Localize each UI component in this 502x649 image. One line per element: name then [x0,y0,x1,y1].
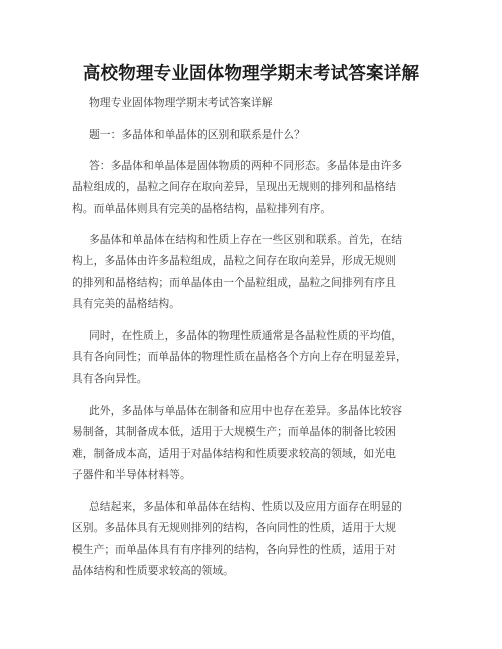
text-line: 构。而单晶体则具有完美的晶格结构，晶粒排列有序。 [72,201,332,215]
body-paragraph [72,229,440,314]
text-line: 构上，多晶体由许多晶粒组成，晶粒之间存在取向差异，形成无规则 [72,254,396,268]
answer-paragraph [72,155,440,219]
text-line: 子器件和半导体材料等。 [72,467,191,481]
text-line: 答：多晶体和单晶体是固体物质的两种不同形态。多晶体是由许多 [89,159,403,172]
text-line: 具有各向同性；而单晶体的物理性质在晶格各个方向上存在明显差异， [72,350,407,364]
text-line: 区别。多晶体具有无规则排列的结构，各向同性的性质，适用于大规 [72,521,396,535]
question-paragraph [72,124,440,145]
document-title: 高校物理专业固体物理学期末考试答案详解 [82,64,420,84]
text-line: 晶体结构和性质要求较高的领域。 [72,563,234,577]
body-paragraph [72,325,440,389]
text-line: 的排列和晶格结构；而单晶体由一个晶粒组成，晶粒之间排列有序且 [72,275,396,289]
text-line: 多晶体和单晶体在结构和性质上存在一些区别和联系。首先，在结 [89,233,403,246]
document-subtitle [72,92,440,113]
text-line: 此外，多晶体与单晶体在制备和应用中也存在差异。多晶体比较容 [89,404,403,417]
text-line: 具有各向异性。 [72,371,148,385]
text-line: 总结起来，多晶体和单晶体在结构、性质以及应用方面存在明显的 [89,500,403,513]
text-line: 同时，在性质上，多晶体的物理性质通常是各晶粒性质的平均值， [89,329,403,342]
text-line: 难，制备成本高，适用于对晶体结构和性质要求较高的领域，如光电 [72,446,396,460]
text-line: 具有完美的晶格结构。 [72,296,180,310]
summary-paragraph [72,496,440,581]
text-line: 物理专业固体物理学期末考试答案详解 [89,96,273,109]
text-line: 晶粒组成的，晶粒之间存在取向差异，呈现出无规则的排列和晶格结 [72,180,396,194]
text-line: 模生产；而单晶体具有有序排列的结构，各向异性的性质，适用于对 [72,542,396,556]
body-paragraph [72,400,440,485]
text-line: 易制备，其制备成本低，适用于大规模生产；而单晶体的制备比较困 [72,425,396,439]
text-line: 题一：多晶体和单晶体的区别和联系是什么？ [89,128,305,141]
